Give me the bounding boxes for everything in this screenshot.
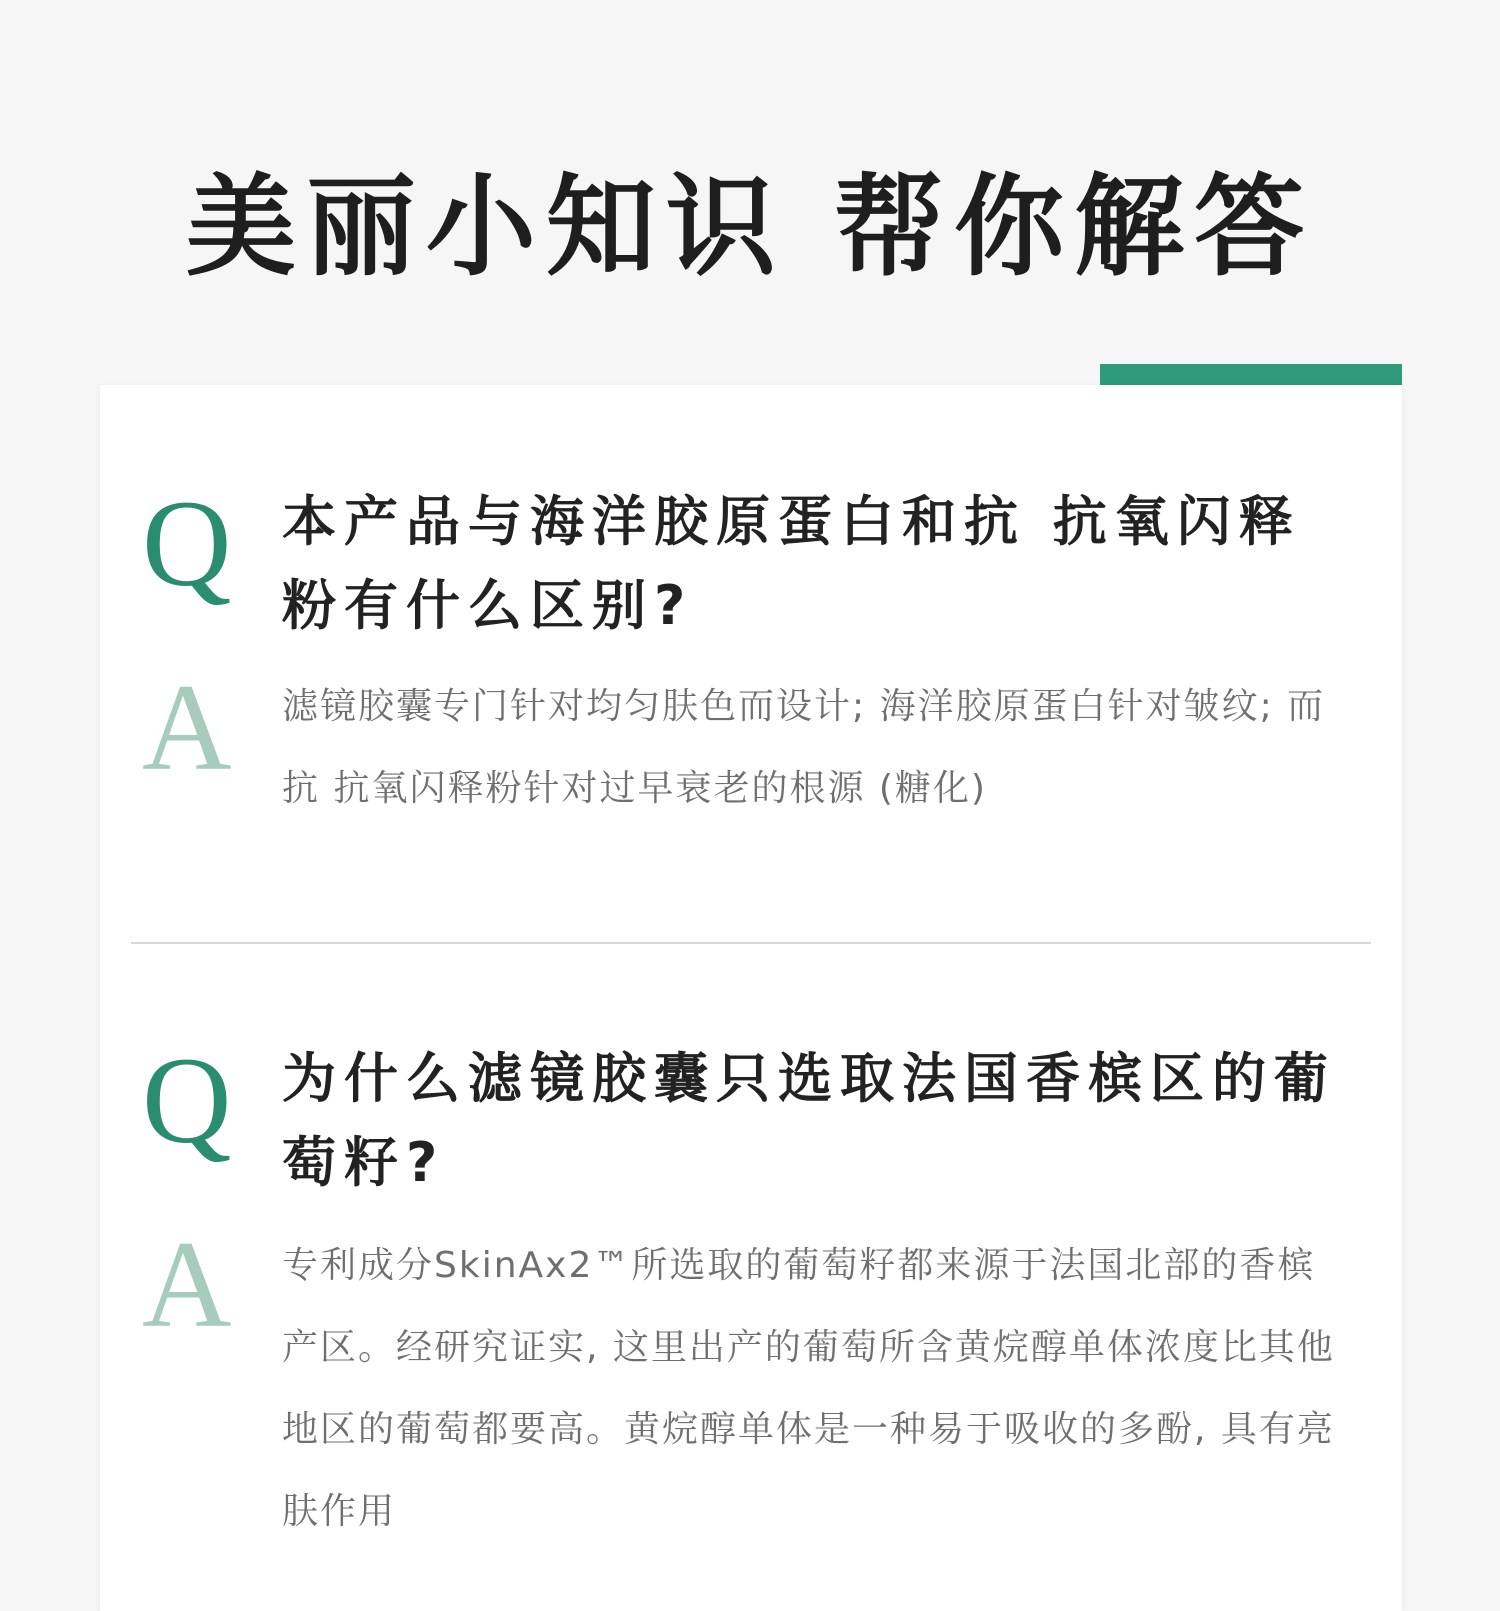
question-text: 本产品与海洋胶原蛋白和抗 抗氧闪释粉有什么区别? <box>282 490 1301 637</box>
q-mark: Q <box>142 475 232 612</box>
divider <box>131 942 1371 944</box>
page-title: 美丽小知识 帮你解答 <box>185 163 1315 291</box>
q-mark: Q <box>142 1032 232 1169</box>
a-mark: A <box>142 1216 232 1353</box>
question-text: 为什么滤镜胶囊只选取法国香槟区的葡萄籽? <box>282 1047 1336 1194</box>
answer-text: 滤镜胶囊专门针对均匀肤色而设计; 海洋胶原蛋白针对皱纹; 而抗 抗氧闪释粉针对过早衰老的根源 (糖化) <box>282 686 1326 809</box>
answer-text: 专利成分SkinAx2™所选取的葡萄籽都来源于法国北部的香槟产区。经研究证实, 这里出产的葡萄所含黄烷醇单体浓度比其他地区的葡萄都要高。黄烷醇单体是一种易于吸收的多酚, 具有亮肤作用 <box>282 1245 1335 1532</box>
a-mark: A <box>142 659 232 796</box>
faq-card <box>100 385 1402 1611</box>
